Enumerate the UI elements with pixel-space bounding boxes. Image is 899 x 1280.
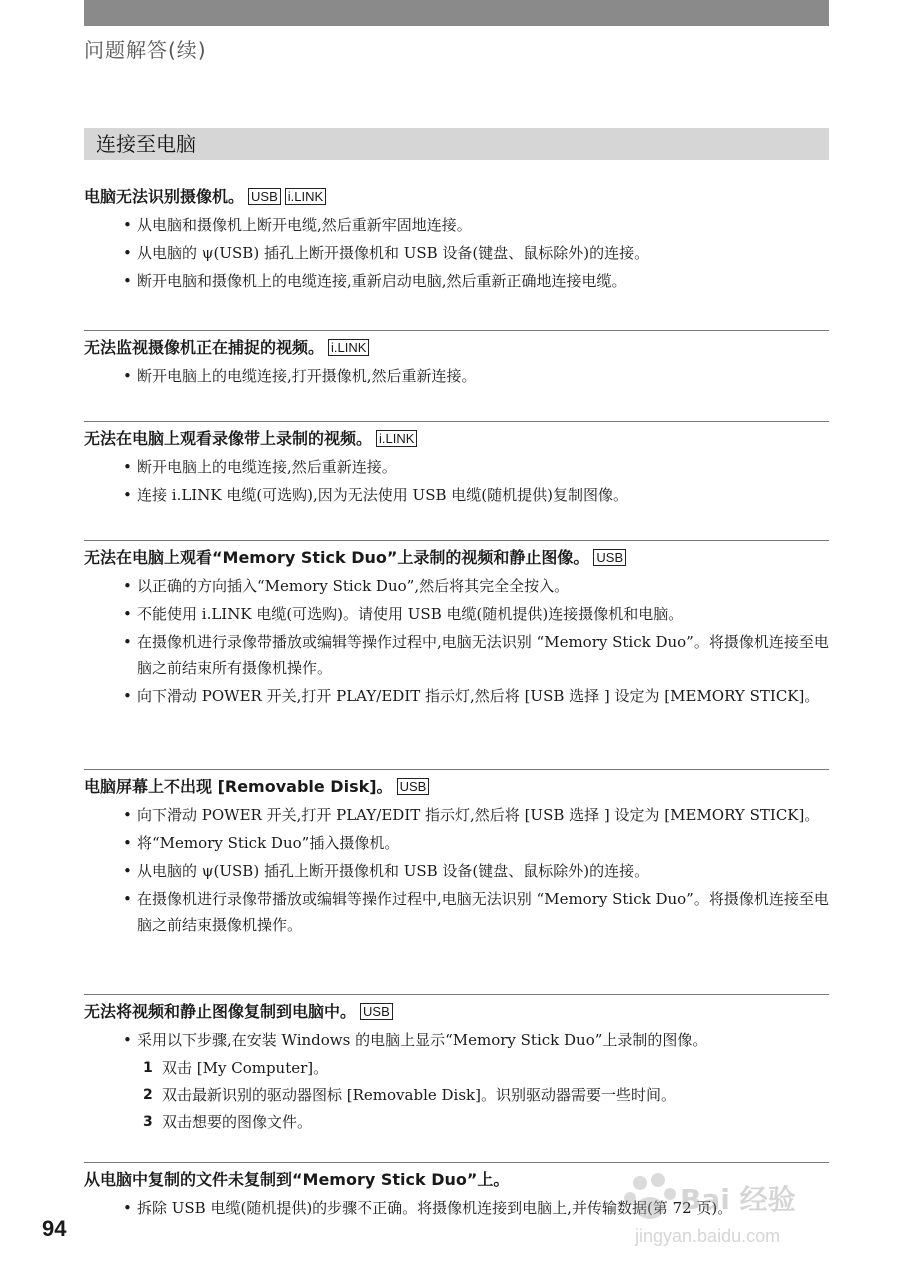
step-item: 3 双击想要的图像文件。	[143, 1113, 313, 1131]
page-number: 94	[42, 1216, 67, 1241]
list-item: • 不能使用 i.LINK 电缆(可选购)。请使用 USB 电缆(随机提供)连接摄像机和电脑。	[123, 605, 684, 623]
section-title: 连接至电脑	[96, 132, 196, 156]
topic-4	[84, 769, 829, 940]
list-item: • 以正确的方向插入“Memory Stick Duo”,然后将其完全全按入。	[123, 577, 570, 595]
topic-2	[84, 421, 829, 510]
topic-0	[84, 180, 829, 296]
running-head: 问题解答(续)	[84, 38, 207, 62]
list-item: • 向下滑动 POWER 开关,打开 PLAY/EDIT 指示灯,然后将 [USB 选择 ] 设定为 [MEMORY STICK]。	[123, 687, 820, 705]
question-heading: 从电脑中复制的文件未复制到“Memory Stick Duo”上。	[84, 1170, 510, 1189]
step-item: 2 双击最新识别的驱动器图标 [Removable Disk]。识别驱动器需要一些时间。	[143, 1086, 676, 1104]
paw-icon	[620, 1168, 680, 1228]
topic-5	[84, 994, 829, 1136]
list-item: • 断开电脑和摄像机上的电缆连接,重新启动电脑,然后重新正确地连接电缆。	[123, 272, 627, 290]
watermark	[620, 1168, 850, 1268]
step-item: 1 双击 [My Computer]。	[143, 1059, 329, 1077]
list-item: • 从电脑的 ψ(USB) 插孔上断开摄像机和 USB 设备(键盘、鼠标除外)的连接。	[123, 862, 650, 880]
ilink-tag: i.LINK	[285, 188, 326, 205]
list-item: • 在摄像机进行录像带播放或编辑等操作过程中,电脑无法识别 “Memory Stick Duo”。将摄像机连接至电脑之前结束所有摄像机操作。	[123, 633, 829, 677]
list-item: • 从电脑的 ψ(USB) 插孔上断开摄像机和 USB 设备(键盘、鼠标除外)的连接。	[123, 244, 650, 262]
question-heading: 无法在电脑上观看录像带上录制的视频。 i.LINK	[84, 422, 829, 450]
list-item: • 将“Memory Stick Duo”插入摄像机。	[123, 834, 400, 852]
topic-3	[84, 540, 829, 711]
list-item: • 在摄像机进行录像带播放或编辑等操作过程中,电脑无法识别 “Memory Stick Duo”。将摄像机连接至电脑之前结束摄像机操作。	[123, 890, 829, 934]
usb-tag: USB	[397, 778, 430, 795]
ilink-tag: i.LINK	[328, 339, 369, 356]
usb-tag: USB	[593, 549, 626, 566]
list-item: • 连接 i.LINK 电缆(可选购),因为无法使用 USB 电缆(随机提供)复制图像。	[123, 486, 628, 504]
watermark-url: jingyan.baidu.com	[635, 1226, 781, 1246]
watermark-logo: Bai 经验	[680, 1183, 796, 1216]
top-header-bar	[84, 0, 829, 26]
question-heading: 电脑无法识别摄像机。 USB i.LINK	[84, 180, 829, 208]
list-item: • 采用以下步骤,在安装 Windows 的电脑上显示“Memory Stick Duo”上录制的图像。	[123, 1031, 708, 1049]
question-heading: 无法将视频和静止图像复制到电脑中。 USB	[84, 995, 829, 1023]
list-item: • 拆除 USB 电缆(随机提供)的步骤不正确。将摄像机连接到电脑上,并传输数据(第 72 页)。	[123, 1199, 733, 1217]
ilink-tag: i.LINK	[376, 430, 417, 447]
usb-tag: USB	[248, 188, 281, 205]
question-heading: 无法监视摄像机正在捕捉的视频。 i.LINK	[84, 331, 829, 359]
list-item: • 断开电脑上的电缆连接,然后重新连接。	[123, 458, 397, 476]
question-heading: 电脑屏幕上不出现 [Removable Disk]。 USB	[84, 770, 829, 798]
list-item: • 向下滑动 POWER 开关,打开 PLAY/EDIT 指示灯,然后将 [USB 选择 ] 设定为 [MEMORY STICK]。	[123, 806, 820, 824]
question-heading: 无法在电脑上观看“Memory Stick Duo”上录制的视频和静止图像。 USB	[84, 541, 829, 569]
list-item: • 断开电脑上的电缆连接,打开摄像机,然后重新连接。	[123, 367, 477, 385]
usb-tag: USB	[360, 1003, 393, 1020]
list-item: • 从电脑和摄像机上断开电缆,然后重新牢固地连接。	[123, 216, 472, 234]
topic-1	[84, 330, 829, 391]
